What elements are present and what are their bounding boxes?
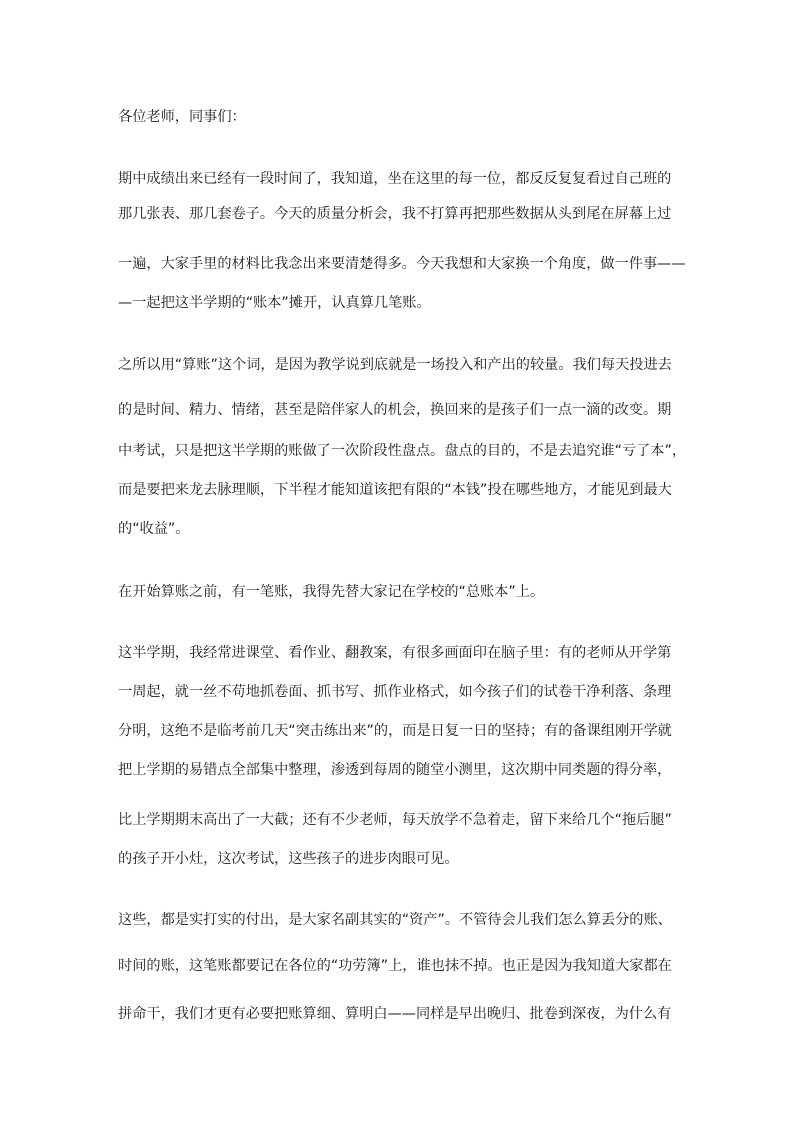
paragraph-2-line-4: 而是要把来龙去脉理顺，下半程才能知道该把有限的“本钱”投在哪些地方，才能见到最大: [118, 482, 672, 498]
paragraph-4-line-6: 的孩子开小灶，这次考试，这些孩子的进步肉眼可见。: [118, 851, 459, 867]
paragraph-2-line-3: 中考试，只是把这半学期的账做了一次阶段性盘点。盘点的目的，不是去追究谁“亏了本”，: [118, 443, 687, 459]
paragraph-1-line-4: —一起把这半学期的“账本”摊开，认真算几笔账。: [118, 295, 431, 311]
paragraph-3-line-1: 在开始算账之前，有一笔账，我得先替大家记在学校的“总账本”上。: [118, 584, 545, 600]
paragraph-2-line-1: 之所以用“算账”这个词，是因为教学说到底就是一场投入和产出的较量。我们每天投进去: [118, 357, 672, 373]
paragraph-4-line-1: 这半学期，我经常进课堂、看作业、翻教案，有很多画面印在脑子里：有的老师从开学第: [118, 645, 672, 661]
paragraph-1-line-3: 一遍，大家手里的材料比我念出来要清楚得多。今天我想和大家换一个角度，做一件事——: [118, 256, 686, 272]
paragraph-5-line-2: 时间的账，这笔账都要记在各位的“功劳簿”上，谁也抹不掉。也正是因为我知道大家都在: [118, 958, 672, 974]
greeting: 各位老师，同事们：: [118, 109, 246, 125]
paragraph-5-line-3: 拼命干，我们才更有必要把账算细、算明白——同样是早出晚归、批卷到深夜，为什么有: [118, 1006, 672, 1022]
paragraph-1-line-1: 期中成绩出来已经有一段时间了，我知道，坐在这里的每一位，都反反复复看过自己班的: [118, 171, 672, 187]
paragraph-4-line-5: 比上学期期末高出了一大截；还有不少老师，每天放学不急着走，留下来给几个“拖后腿”: [118, 812, 672, 828]
paragraph-1-line-2: 那几张表、那几套卷子。今天的质量分析会，我不打算再把那些数据从头到尾在屏幕上过: [118, 206, 672, 222]
paragraph-4-line-2: 一周起，就一丝不苟地抓卷面、抓书写、抓作业格式，如今孩子们的试卷干净利落、条理: [118, 684, 672, 700]
paragraph-2-line-2: 的是时间、精力、情绪，甚至是陪伴家人的机会，换回来的是孩子们一点一滴的改变。期: [118, 402, 672, 418]
paragraph-5-line-1: 这些，都是实打实的付出，是大家名副其实的“资产”。不管待会儿我们怎么算丢分的账、: [118, 912, 672, 928]
paragraph-4-line-4: 把上学期的易错点全部集中整理，渗透到每周的随堂小测里，这次期中同类题的得分率，: [118, 762, 672, 778]
paragraph-2-line-5: 的“收益”。: [118, 521, 190, 537]
paragraph-4-line-3: 分明，这绝不是临考前几天“突击练出来”的，而是日复一日的坚持；有的备课组刚开学就: [118, 723, 672, 739]
